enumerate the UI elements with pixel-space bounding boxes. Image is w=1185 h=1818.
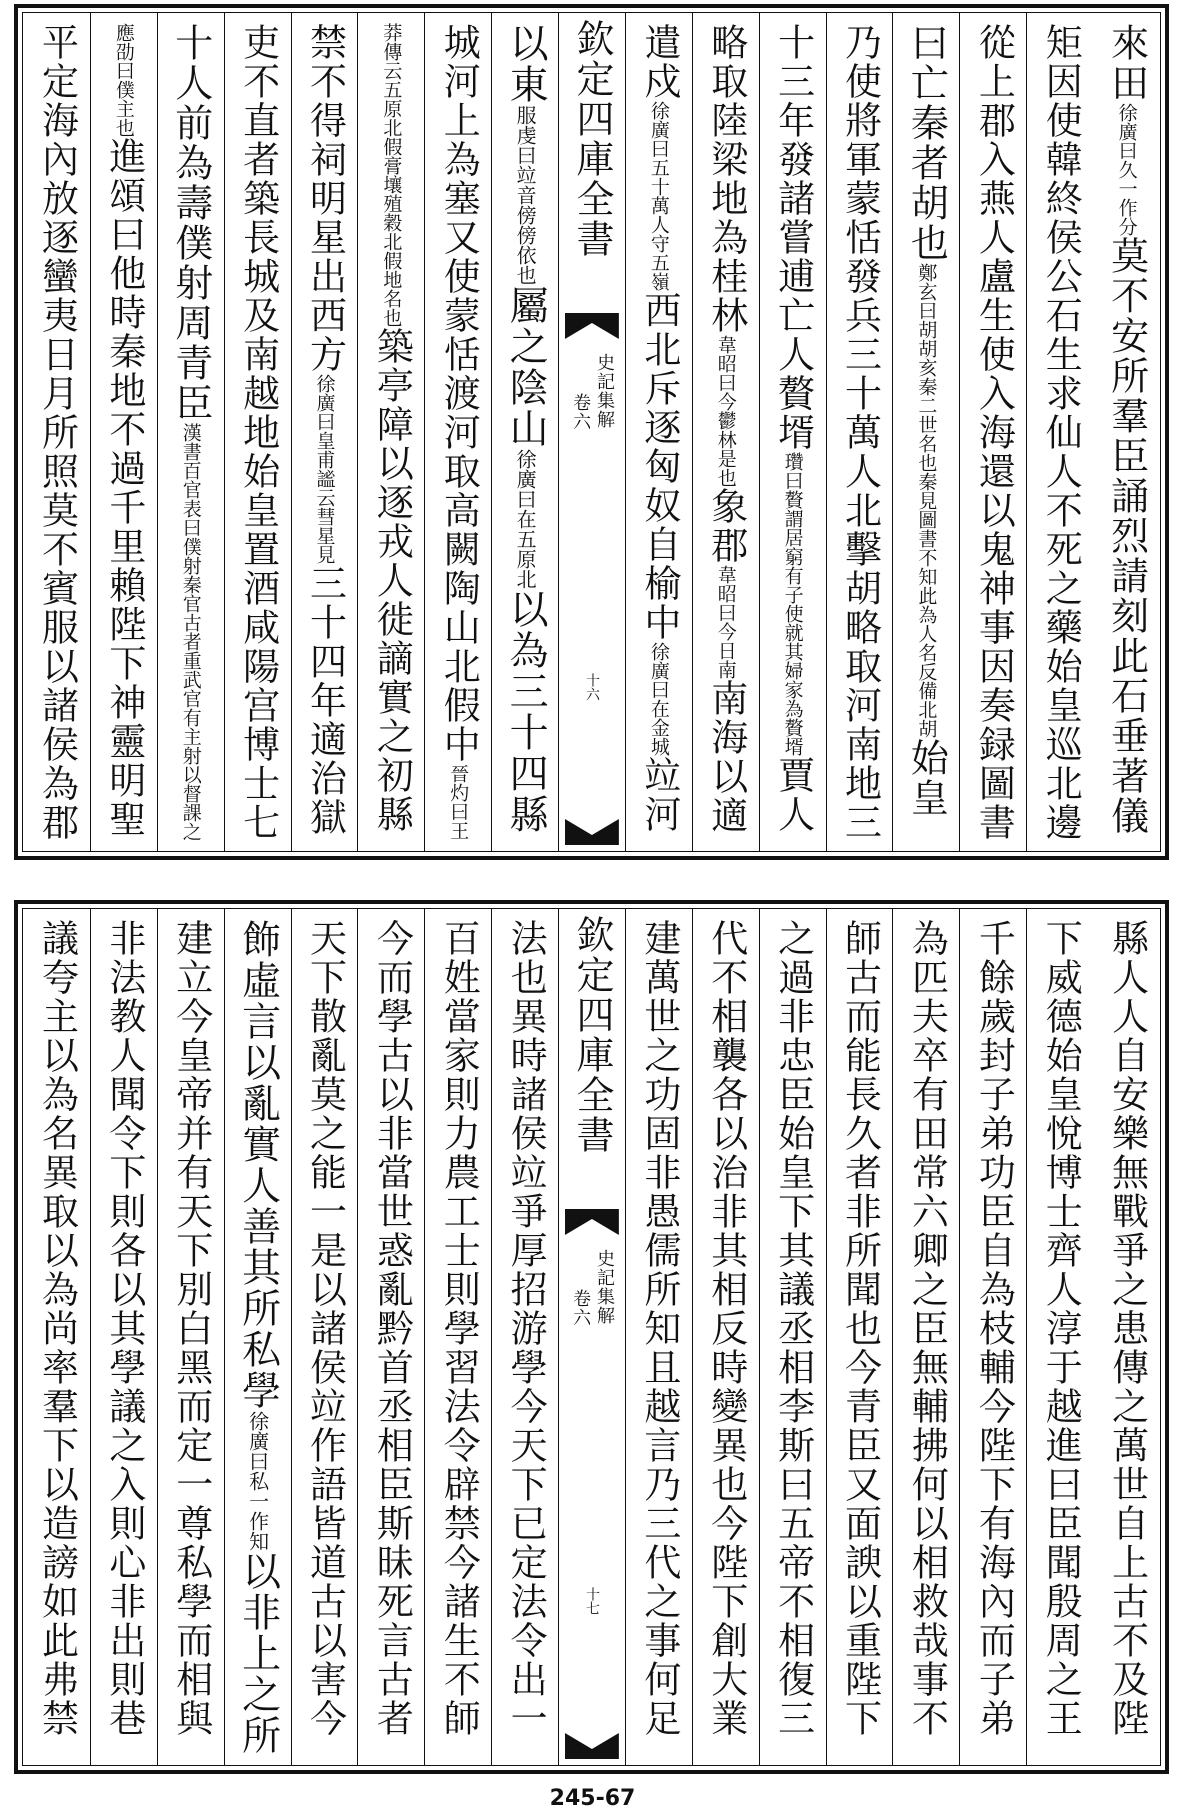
- text-column: [424, 13, 491, 851]
- text-column: [90, 13, 157, 851]
- text-column: [759, 13, 826, 851]
- page-top: [14, 4, 1169, 860]
- column-text: [626, 23, 692, 843]
- text-column: [759, 909, 826, 1765]
- main-text: 始皇: [904, 738, 949, 818]
- page-number: 245-67: [549, 1786, 636, 1811]
- commentary-note: 韋昭曰今鬱林是也: [714, 335, 737, 487]
- column-text: [893, 919, 959, 1757]
- text-column: [157, 909, 224, 1765]
- column-text: [492, 919, 558, 1757]
- column-text: [960, 919, 1026, 1757]
- column-text: [358, 23, 424, 843]
- commentary-note: 徐廣曰皇甫謐云彗星見: [313, 374, 336, 564]
- main-text: 非法教人聞令下則各以其學議之入則心非出則巷: [102, 919, 146, 1738]
- book-title: 史記集解: [593, 353, 615, 429]
- main-text: 建立今皇帝并有天下別白黑而定一尊私學而相與: [169, 919, 213, 1738]
- main-text: 千餘歲封子弟功臣自為枝輔今陛下有海內而子弟: [972, 919, 1016, 1738]
- text-column: [491, 13, 558, 851]
- text-column: [424, 909, 491, 1765]
- text-column: [625, 909, 692, 1765]
- text-column: [291, 909, 358, 1765]
- main-text: 十三年發諸嘗逋亡人贅壻: [771, 23, 815, 452]
- main-text: 矩因使韓終侯公石生求仙人不死之藥始皇巡北邊: [1039, 23, 1083, 842]
- main-text: 城河上為塞又使蒙恬渡河取高闕陶山北假中: [437, 23, 481, 764]
- main-text: 縣人人自安樂無戰爭之患傳之萬世自上古不及陛: [1105, 919, 1149, 1738]
- main-text: 吏不直者築長城及南越地始皇置酒咸陽宫博士七: [236, 23, 280, 842]
- text-column: [892, 909, 959, 1765]
- main-text: 來田: [1104, 23, 1149, 103]
- page-bottom: [14, 900, 1169, 1774]
- leaf-number: 十六: [584, 673, 601, 701]
- book-title: 史記集解: [593, 1249, 615, 1325]
- page-frame: [22, 12, 1161, 852]
- text-column: [1026, 909, 1093, 1765]
- column-text: [291, 23, 357, 843]
- column-text: [158, 23, 224, 843]
- commentary-note: 徐廣曰私一作知: [245, 1411, 270, 1551]
- commentary-note: 徐廣曰五十萬人守五嶺: [647, 101, 670, 291]
- commentary-note: 服虔曰竝音傍傍依也: [513, 105, 538, 285]
- column-text: [1027, 919, 1093, 1757]
- commentary-note: 莽傳云五原北假膏壤殖穀北假地名也: [380, 23, 403, 327]
- main-text: 禁不得祠明星出西方: [303, 23, 347, 374]
- main-text: 進頌曰他時秦地不過千里賴陛下神靈明聖: [102, 137, 146, 839]
- main-text: 天下散亂莫之能一是以諸侯竝作語皆道古以害今: [303, 919, 347, 1738]
- text-column: [826, 13, 893, 851]
- main-text: 之過非忠臣始皇下其議丞相李斯曰五帝不相復三: [771, 919, 815, 1738]
- main-text: 法也異時諸侯竝爭厚招游學今天下已定法令出一: [504, 919, 548, 1738]
- fishtail-mark-upper: [565, 313, 619, 339]
- text-column: [959, 909, 1026, 1765]
- main-text: 略取陸梁地為桂林: [704, 23, 748, 335]
- column-text: [760, 919, 826, 1757]
- main-text: 屬之陰山: [503, 285, 549, 449]
- commentary-note: 鄭玄曰胡胡亥秦二世名也秦見圖書不知此為人名反備北胡: [915, 263, 938, 738]
- text-column: [625, 13, 692, 851]
- main-text: 莫不安所羣臣誦烈請刻此石垂著儀: [1104, 236, 1149, 836]
- text-column: [23, 13, 90, 851]
- column-text: [23, 23, 89, 843]
- commentary-note: 徐廣曰在五原北: [513, 449, 538, 589]
- volume-label: 卷六: [570, 393, 592, 431]
- text-column: [959, 13, 1026, 851]
- text-column: [826, 909, 893, 1765]
- column-text: [827, 23, 893, 843]
- text-column: [1093, 13, 1160, 851]
- text-column: [1026, 13, 1093, 851]
- main-text: 師古而能長久者非所聞也今青臣又面諛以重陛下: [838, 919, 882, 1738]
- main-text: 建萬世之功固非愚儒所知且越言乃三代之事何足: [637, 919, 681, 1738]
- main-text: 乃使將軍蒙恬發兵三十萬人北擊胡略取河南地三: [838, 23, 882, 842]
- main-text: 賈人: [771, 756, 815, 834]
- main-text: 築亭障以逐戎人徙謫實之初縣: [370, 327, 414, 834]
- text-column: [1093, 909, 1160, 1765]
- center-fold-column: [558, 909, 625, 1765]
- center-fold-column: [558, 13, 625, 851]
- text-column: [357, 909, 424, 1765]
- main-text: 代不相襲各以治非其相反時變異也今陛下創大業: [704, 919, 748, 1738]
- column-text: [693, 919, 759, 1757]
- commentary-note: 晉灼曰王: [447, 764, 470, 840]
- column-text: [693, 23, 759, 843]
- commentary-note: 徐廣曰久一作分: [1115, 103, 1138, 236]
- text-column: [357, 13, 424, 851]
- column-text: [425, 919, 491, 1757]
- column-text: [1094, 919, 1160, 1757]
- column-text: [91, 919, 157, 1757]
- commentary-note: 韋昭曰今日南: [714, 565, 737, 679]
- column-text: [1027, 23, 1093, 843]
- column-text: [291, 919, 357, 1757]
- text-column: [90, 909, 157, 1765]
- column-text: [425, 23, 491, 843]
- column-text: [225, 23, 291, 843]
- text-column: [224, 13, 291, 851]
- column-text: [158, 919, 224, 1757]
- commentary-note: 漢書百官表曰僕射秦官古者重武官有主射以督課之: [179, 423, 202, 841]
- column-text: [626, 919, 692, 1757]
- commentary-note: 應劭曰僕主也: [112, 23, 135, 137]
- commentary-note: 徐廣曰在金城: [647, 642, 670, 756]
- main-text: 百姓當家則力農工士則學習法令辟禁今諸生不師: [437, 919, 481, 1738]
- column-text: [23, 919, 89, 1757]
- column-text: [492, 23, 558, 843]
- text-column: [291, 13, 358, 851]
- main-text: 以為三十四縣: [503, 589, 549, 835]
- fishtail-mark-upper: [565, 1209, 619, 1235]
- main-text: 為匹夫卒有田常六卿之臣無輔拂何以相救哉事不: [905, 919, 949, 1738]
- volume-label: 卷六: [570, 1289, 592, 1327]
- collection-title: 欽定四庫全書: [570, 915, 615, 1155]
- collection-title: 欽定四庫全書: [570, 19, 615, 259]
- column-text: [827, 919, 893, 1757]
- page-frame: [22, 908, 1161, 1766]
- main-text: 以非上之所: [235, 1551, 281, 1756]
- main-text: 飾虛言以亂實人善其所私學: [235, 919, 281, 1411]
- main-text: 下威德始皇悅博士齊人淳于越進曰臣聞殷周之王: [1039, 919, 1083, 1738]
- column-text: [760, 23, 826, 843]
- main-text: 竝河: [637, 756, 681, 834]
- main-text: 十人前為壽僕射周青臣: [168, 23, 213, 423]
- text-column: [892, 13, 959, 851]
- commentary-note: 瓚曰贅謂居窮有子使就其婦家為贅壻: [781, 452, 804, 756]
- main-text: 遣戍: [637, 23, 681, 101]
- main-text: 西北斥逐匈奴自榆中: [637, 291, 681, 642]
- text-column: [692, 909, 759, 1765]
- column-text: [91, 23, 157, 843]
- main-text: 象郡: [704, 487, 748, 565]
- main-text: 議夸主以為名異取以為尚率羣下以造謗如此弗禁: [35, 919, 79, 1738]
- main-text: 平定海內放逐蠻夷日月所照莫不賓服以諸侯為郡: [35, 23, 79, 842]
- text-column: [491, 909, 558, 1765]
- text-column: [157, 13, 224, 851]
- column-text: [358, 919, 424, 1757]
- main-text: 今而學古以非當世惑亂黔首丞相臣斯昧死言古者: [370, 919, 414, 1738]
- column-text: [1094, 23, 1160, 843]
- column-text: [960, 23, 1026, 843]
- fishtail-mark-lower: [565, 819, 619, 845]
- main-text: 三十四年適治獄: [303, 564, 347, 837]
- text-column: [692, 13, 759, 851]
- text-column: [224, 909, 291, 1765]
- main-text: 南海以適: [704, 679, 748, 835]
- main-text: 曰亡秦者胡也: [904, 23, 949, 263]
- main-text: 從上郡入燕人盧生使入海還以鬼神事因奏録圖書: [972, 23, 1016, 842]
- leaf-number: 十七: [584, 1587, 601, 1615]
- fishtail-mark-lower: [565, 1733, 619, 1759]
- column-text: [225, 919, 291, 1757]
- text-column: [23, 909, 90, 1765]
- column-text: [893, 23, 959, 843]
- main-text: 以東: [503, 23, 549, 105]
